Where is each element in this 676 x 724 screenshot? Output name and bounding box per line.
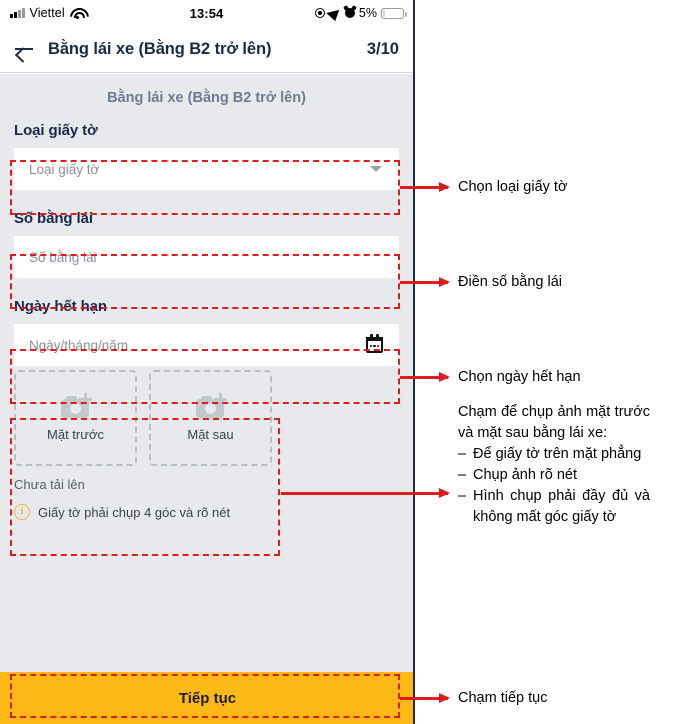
annotation-upload-lead: Chạm để chụp ảnh mặt trước và mặt sau bằng lái xe: [458, 404, 650, 442]
annotation-upload-bullet: – Chụp ảnh rõ nét [458, 465, 650, 486]
navigation-arrow-icon [326, 5, 343, 20]
form-body [0, 74, 413, 671]
status-bar-right [315, 6, 404, 20]
arrow-continue [400, 697, 448, 700]
battery-percent: 5% [358, 6, 377, 20]
upload-row [14, 370, 399, 466]
arrow-expiry-date [400, 376, 448, 379]
arrow-doc-type [400, 186, 448, 189]
step-indicator: 3/10 [366, 39, 399, 58]
doc-type-placeholder: Loại giấy tờ [29, 161, 100, 177]
annotation-expiry-date: Chọn ngày hết hạn [458, 369, 581, 385]
upload-back-button[interactable] [149, 370, 272, 466]
annotation-license-number: Điền số bằng lái [458, 274, 562, 290]
page-title: Bằng lái xe (Bằng B2 trở lên) [48, 39, 272, 58]
hint-row [14, 504, 399, 520]
arrow-upload [281, 492, 448, 495]
camera-add-icon [196, 394, 226, 418]
annotation-upload-bullets [458, 444, 650, 528]
nav-bar [0, 26, 413, 73]
location-circle-icon [315, 8, 325, 18]
section-title: Bằng lái xe (Bằng B2 trở lên) [107, 90, 306, 106]
label-license-number: Số bằng lái [14, 210, 93, 227]
chevron-down-icon[interactable] [370, 166, 382, 172]
continue-button[interactable]: Tiếp tục [0, 671, 415, 724]
hint-text: Giấy tờ phải chụp 4 góc và rõ nét [38, 504, 231, 520]
upload-status-text: Chưa tải lên [14, 477, 85, 492]
status-bar [0, 0, 413, 26]
upload-front-label: Mặt trước [47, 427, 104, 442]
calendar-icon[interactable] [366, 337, 383, 353]
annotation-continue: Chạm tiếp tục [458, 690, 548, 706]
annotation-upload-bullet: – Để giấy tờ trên mặt phẳng [458, 444, 650, 465]
upload-back-label: Mặt sau [187, 427, 234, 442]
back-arrow-icon[interactable] [12, 37, 36, 61]
annotation-doc-type: Chọn loại giấy tờ [458, 179, 568, 195]
label-expiry-date: Ngày hết hạn [14, 298, 107, 315]
annotation-upload-bullet: – Hình chụp phải đầy đủ và không mất góc giấy tờ [458, 486, 650, 528]
carrier-name: Viettel [29, 6, 65, 20]
arrow-license-number [400, 281, 448, 284]
expiry-date-placeholder: Ngày/tháng/năm [29, 337, 129, 353]
info-circle-icon: i [14, 504, 30, 520]
doc-type-select[interactable] [14, 148, 399, 190]
camera-add-icon [61, 394, 91, 418]
upload-front-button[interactable] [14, 370, 137, 466]
annotation-upload-block [458, 402, 650, 528]
label-doc-type: Loại giấy tờ [14, 122, 98, 139]
status-bar-clock: 13:54 [189, 5, 224, 21]
expiry-date-input[interactable] [14, 324, 399, 366]
license-number-placeholder: Số bằng lái [29, 249, 97, 265]
license-number-input[interactable] [14, 236, 399, 278]
battery-icon [381, 8, 404, 19]
alarm-clock-icon [345, 8, 355, 18]
